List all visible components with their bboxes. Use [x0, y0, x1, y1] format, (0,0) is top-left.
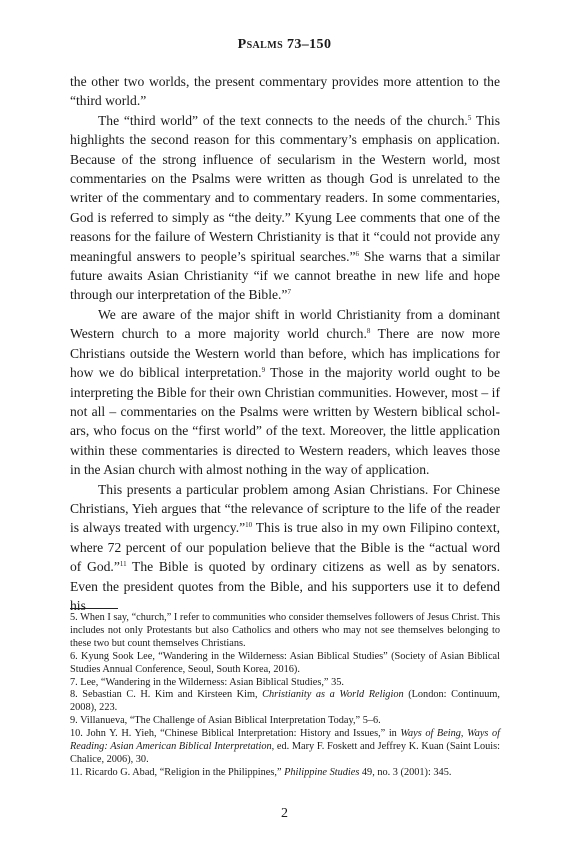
text-run: (London: Continuum, 2008), 223.: [70, 689, 501, 714]
running-header: Psalms 73–150: [237, 37, 332, 52]
text-run: This highlights the second reason for this commentary’s emphasis on application. Because of the strong influence of secularism in the Western world, most commentaries on the Psalms were written as though God is unrelated to the writer of the commentary and to commentary readers. In some commentaries, God is referred to simply as “the deity.” Kyung Lee comments that one of the reasons for the failure of Western Christianity is that it “could not provide any meaningful answers to people’s spiritual searches.”: [70, 112, 500, 264]
text-run: She warns that a similar future awaits Asian Christianity “if we cannot breathe in new life and hope through our interpretation of the Bible.”: [70, 248, 500, 303]
text-run: This presents a particular problem among Asian Christians. For Chinese Christians, Yieh argues that “the relevance of scripture to the life of the reader is always treated with urgency.”: [70, 481, 500, 536]
text-run: 10. John Y. H. Yieh, “Chinese Biblical Interpretation: History and Issues,” in: [70, 728, 401, 740]
footnotes: [70, 612, 500, 780]
footnote: [70, 689, 500, 715]
footnote-ref: 10: [245, 521, 253, 530]
text-run: 5. When I say, “church,” I refer to communities who consider themselves followers of Jesus Christ. This includes not only Protestants but also Catholics and others who may not see themselves belonging to these two but count themselves Christians.: [70, 612, 500, 649]
paragraph: [70, 305, 500, 480]
text-run: Those in the majority world ought to be interpreting the Bible for their own Christian communities. However, most – if not all – commentaries on the Psalms were written by Western biblical scholars, who focus on the “first world” of the text. Moreover, the little application within these commentaries is directed to Western readers, which leaves those in the Asian church with almost nothing in the way of application.: [70, 365, 500, 478]
text-run: There are now more Christians outside the Western world than before, which has implications for how we do biblical interpretation.: [70, 326, 500, 381]
text-run: 9. Villanueva, “The Challenge of Asian Biblical Interpretation Today,” 5–6.: [70, 715, 381, 727]
text-run: 49, no. 3 (2001): 345.: [359, 766, 452, 778]
footnote: [70, 715, 500, 728]
page-number: 2: [281, 806, 288, 821]
italic-title: Ways of Being, Ways of Reading: Asian American Biblical Interpretation: [70, 728, 501, 753]
body-text: [70, 72, 500, 615]
footnote-rule: [70, 608, 118, 609]
text-run: 6. Kyung Sook Lee, “Wandering in the Wilderness: Asian Biblical Studies” (Society of Asian Biblical Studies Annual Conference, Seoul, South Korea, 2016).: [70, 650, 500, 675]
footnote-ref: 7: [287, 288, 291, 297]
text-run: the other two worlds, the present commentary provides more attention to the “third world.”: [70, 74, 500, 109]
footnote: [70, 651, 500, 677]
footnote: [70, 677, 500, 690]
paragraph: [70, 72, 500, 111]
text-run: 8. Sebastian C. H. Kim and Kirsteen Kim,: [70, 689, 263, 701]
paragraph: [70, 480, 500, 616]
footnote: [70, 767, 500, 780]
footnote: [70, 728, 500, 767]
text-run: This is true also in my own Filipino context, where 72 percent of our population believe that the Bible is the “actual word of God.”: [70, 520, 500, 575]
paragraph: [70, 111, 500, 305]
italic-title: Philippine Studies: [284, 766, 360, 778]
footnote-ref: 8: [366, 327, 371, 336]
footnote-ref: 9: [261, 366, 266, 375]
text-run: We are aware of the major shift in world Christianity from a dominant Western church to a more majority world church.: [70, 306, 500, 342]
text-run: The Bible is quoted by ordinary citizens as well as by senators. Even the president quotes from the Bible, and his supporters use it to defend his: [70, 559, 500, 613]
footnote-ref: 5: [467, 113, 472, 122]
footnote-ref: 6: [355, 249, 360, 258]
text-run: The “third world” of the text connects to the needs of the church.: [98, 112, 468, 128]
italic-title: Christianity as a World Religion: [262, 689, 404, 701]
footnote: [70, 612, 500, 651]
text-run: 7. Lee, “Wandering in the Wilderness: Asian Biblical Studies,” 35.: [70, 676, 344, 688]
footnote-ref: 11: [119, 560, 127, 569]
text-run: , ed. Mary F. Foskett and Jeffrey K. Kuan (Saint Louis: Chalice, 2006), 30.: [70, 741, 500, 765]
text-run: 11. Ricardo G. Abad, “Religion in the Philippines,”: [70, 766, 285, 778]
